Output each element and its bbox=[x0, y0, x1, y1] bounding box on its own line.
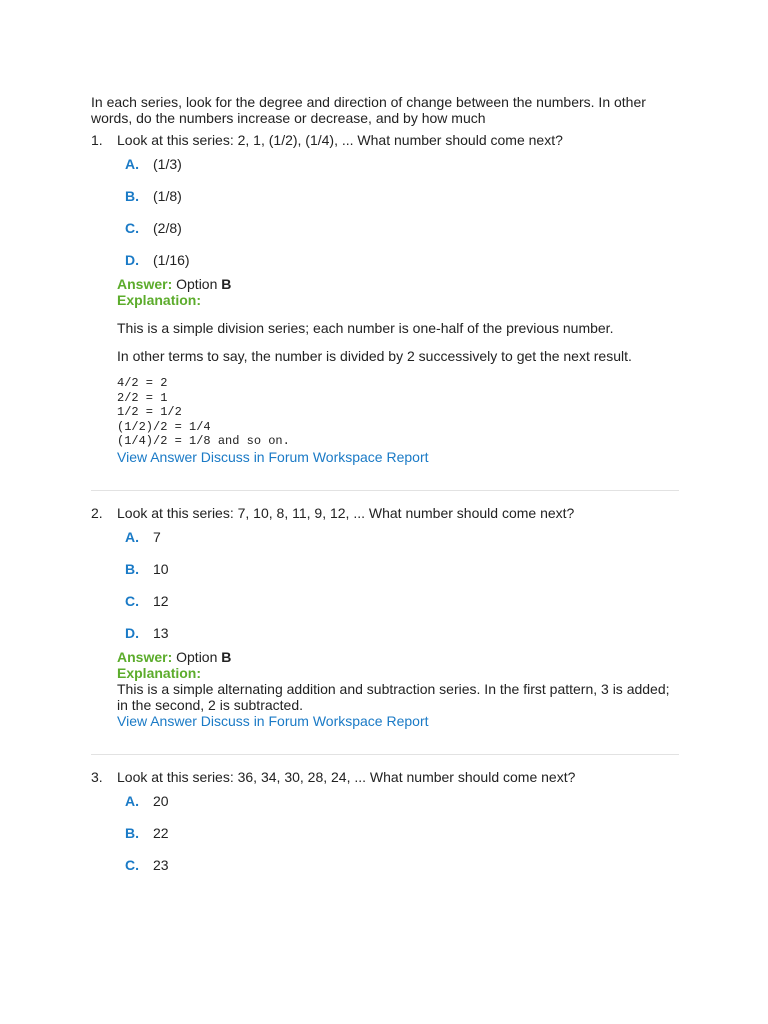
question-1 bbox=[91, 132, 681, 465]
option-text: 20 bbox=[153, 792, 169, 809]
divider bbox=[91, 754, 679, 755]
option-text: 22 bbox=[153, 824, 169, 841]
option-text: (2/8) bbox=[153, 220, 182, 236]
option-letter: D. bbox=[125, 252, 139, 268]
quiz-page bbox=[91, 94, 681, 873]
options-list bbox=[125, 156, 681, 268]
answer-value: B bbox=[221, 276, 232, 292]
question-2 bbox=[91, 505, 681, 729]
options-list bbox=[125, 529, 681, 641]
option-text: 7 bbox=[153, 528, 161, 545]
question-text: Look at this series: 7, 10, 8, 11, 9, 12, ... What number should come next? bbox=[117, 504, 575, 521]
option-b[interactable] bbox=[125, 188, 681, 204]
question-number: 2. bbox=[91, 504, 103, 521]
option-letter: C. bbox=[125, 592, 139, 609]
answer-label: Answer: bbox=[117, 276, 173, 292]
discuss-link[interactable]: Discuss in Forum bbox=[200, 448, 309, 465]
question-links bbox=[117, 449, 681, 465]
question-links bbox=[117, 713, 681, 729]
option-b[interactable] bbox=[125, 825, 681, 841]
option-letter: A. bbox=[125, 156, 139, 172]
explanation-label: Explanation: bbox=[117, 292, 202, 308]
option-text: 13 bbox=[153, 624, 169, 641]
option-letter: B. bbox=[125, 560, 139, 577]
workspace-link[interactable]: Workspace bbox=[312, 712, 383, 729]
explanation bbox=[117, 665, 681, 713]
option-text: 12 bbox=[153, 592, 169, 609]
explanation-text: In other terms to say, the number is divided by 2 successively to get the next result. bbox=[117, 348, 632, 364]
question-header bbox=[91, 769, 681, 785]
question-3 bbox=[91, 769, 681, 873]
option-c[interactable] bbox=[125, 220, 681, 236]
view-answer-link[interactable]: View Answer bbox=[117, 712, 197, 729]
answer-label: Answer: bbox=[117, 648, 173, 665]
options-list bbox=[125, 793, 681, 873]
option-a[interactable] bbox=[125, 793, 681, 809]
view-answer-link[interactable]: View Answer bbox=[117, 448, 197, 465]
option-c[interactable] bbox=[125, 857, 681, 873]
answer-line bbox=[117, 276, 681, 292]
workspace-link[interactable]: Workspace bbox=[312, 448, 383, 465]
option-word: Option bbox=[176, 648, 218, 665]
option-text: 23 bbox=[153, 856, 169, 873]
report-link[interactable]: Report bbox=[386, 712, 429, 729]
option-letter: D. bbox=[125, 624, 139, 641]
option-letter: C. bbox=[125, 220, 139, 236]
question-number: 1. bbox=[91, 132, 103, 148]
option-letter: A. bbox=[125, 528, 139, 545]
option-letter: B. bbox=[125, 188, 139, 204]
option-text: 10 bbox=[153, 560, 169, 577]
question-header bbox=[91, 132, 681, 148]
question-number: 3. bbox=[91, 768, 103, 785]
option-text: (1/8) bbox=[153, 188, 182, 204]
answer-value: B bbox=[221, 648, 232, 665]
option-b[interactable] bbox=[125, 561, 681, 577]
option-d[interactable] bbox=[125, 625, 681, 641]
question-header bbox=[91, 505, 681, 521]
answer-line bbox=[117, 649, 681, 665]
option-text: (1/16) bbox=[153, 252, 190, 268]
divider bbox=[91, 490, 679, 491]
option-letter: B. bbox=[125, 824, 139, 841]
option-c[interactable] bbox=[125, 593, 681, 609]
explanation-text: This is a simple alternating addition and subtraction series. In the first pattern, 3 is added; in the second, 2 is subtracted. bbox=[117, 680, 670, 713]
option-letter: C. bbox=[125, 856, 139, 873]
option-a[interactable] bbox=[125, 529, 681, 545]
explanation bbox=[117, 292, 681, 449]
question-text: Look at this series: 36, 34, 30, 28, 24, ... What number should come next? bbox=[117, 768, 576, 785]
option-letter: A. bbox=[125, 792, 139, 809]
discuss-link[interactable]: Discuss in Forum bbox=[200, 712, 309, 729]
question-text: Look at this series: 2, 1, (1/2), (1/4), ... What number should come next? bbox=[117, 132, 563, 148]
intro-text: In each series, look for the degree and direction of change between the numbers. In other words, do the numbers increase or decrease, and by how much bbox=[91, 94, 646, 126]
report-link[interactable]: Report bbox=[386, 448, 429, 465]
option-d[interactable] bbox=[125, 252, 681, 268]
option-text: (1/3) bbox=[153, 156, 182, 172]
explanation-text: This is a simple division series; each number is one-half of the previous number. bbox=[117, 320, 614, 336]
explanation-label: Explanation: bbox=[117, 664, 202, 681]
explanation-code: 4/2 = 2 2/2 = 1 1/2 = 1/2 (1/2)/2 = 1/4 (1/4)/2 = 1/8 and so on. bbox=[117, 376, 290, 448]
option-a[interactable] bbox=[125, 156, 681, 172]
option-word: Option bbox=[176, 276, 218, 292]
